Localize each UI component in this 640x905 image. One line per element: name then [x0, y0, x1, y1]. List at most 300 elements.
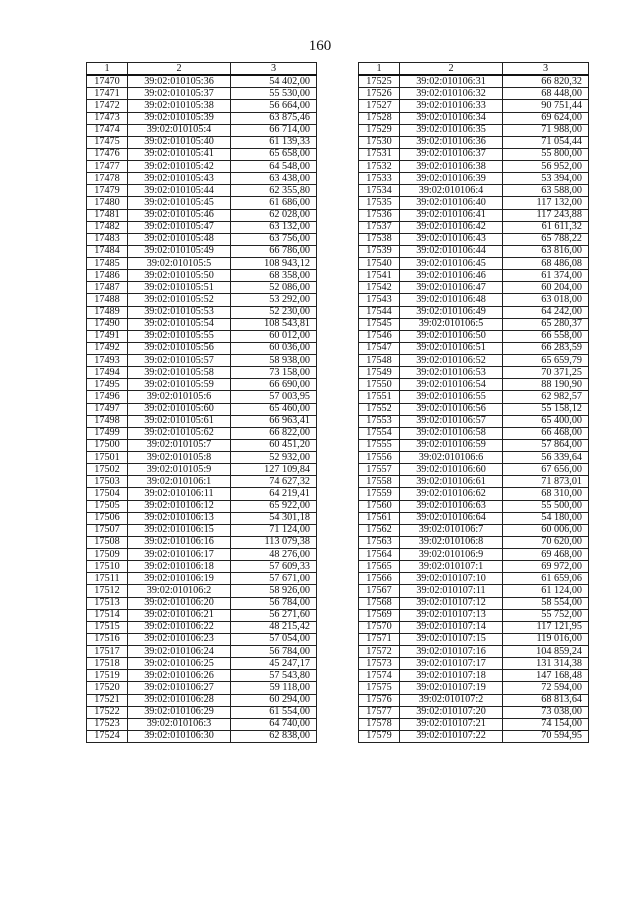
table-row	[87, 342, 317, 354]
table-row	[87, 124, 317, 136]
cell-row-number: 17475	[87, 136, 128, 148]
cell-row-number: 17492	[87, 342, 128, 354]
cell-cadastral-number: 39:02:010105:61	[128, 415, 231, 427]
table-row	[359, 221, 589, 233]
cell-cadastral-number: 39:02:010106:21	[128, 609, 231, 621]
cell-value: 66 963,41	[231, 415, 317, 427]
cell-value: 65 400,00	[503, 415, 589, 427]
cell-value: 56 664,00	[231, 100, 317, 112]
cell-row-number: 17532	[359, 161, 400, 173]
column-header-cadastral: 2	[400, 63, 503, 76]
table-row	[87, 585, 317, 597]
table-row	[87, 75, 317, 88]
cell-row-number: 17491	[87, 330, 128, 342]
cell-row-number: 17514	[87, 609, 128, 621]
cell-row-number: 17536	[359, 209, 400, 221]
cell-row-number: 17570	[359, 621, 400, 633]
cell-value: 119 016,00	[503, 633, 589, 645]
cell-value: 62 982,57	[503, 391, 589, 403]
cell-value: 127 109,84	[231, 464, 317, 476]
table-row	[359, 233, 589, 245]
table-row	[359, 173, 589, 185]
cell-cadastral-number: 39:02:010105:36	[128, 75, 231, 88]
cell-row-number: 17504	[87, 488, 128, 500]
cell-value: 63 588,00	[503, 185, 589, 197]
cell-row-number: 17561	[359, 512, 400, 524]
cell-value: 61 374,00	[503, 270, 589, 282]
cell-value: 74 154,00	[503, 718, 589, 730]
cell-cadastral-number: 39:02:010105:56	[128, 342, 231, 354]
cell-value: 61 686,00	[231, 197, 317, 209]
table-row	[87, 500, 317, 512]
cell-row-number: 17518	[87, 658, 128, 670]
cell-cadastral-number: 39:02:010105:8	[128, 452, 231, 464]
cell-cadastral-number: 39:02:010106:12	[128, 500, 231, 512]
table-row	[87, 100, 317, 112]
cell-value: 108 943,12	[231, 258, 317, 270]
table-row	[87, 415, 317, 427]
table-row	[359, 294, 589, 306]
cell-cadastral-number: 39:02:010105:62	[128, 427, 231, 439]
cell-row-number: 17473	[87, 112, 128, 124]
table-row	[87, 682, 317, 694]
cell-row-number: 17520	[87, 682, 128, 694]
cell-row-number: 17551	[359, 391, 400, 403]
cell-row-number: 17480	[87, 197, 128, 209]
cell-row-number: 17527	[359, 100, 400, 112]
table-row	[359, 658, 589, 670]
cell-row-number: 17495	[87, 379, 128, 391]
table-row	[87, 609, 317, 621]
cell-value: 63 438,00	[231, 173, 317, 185]
table-row	[87, 536, 317, 548]
table-row	[359, 500, 589, 512]
cell-value: 71 988,00	[503, 124, 589, 136]
cell-value: 131 314,38	[503, 658, 589, 670]
cell-value: 71 054,44	[503, 136, 589, 148]
cell-row-number: 17555	[359, 439, 400, 451]
cell-cadastral-number: 39:02:010106:49	[400, 306, 503, 318]
table-row	[359, 524, 589, 536]
cell-row-number: 17547	[359, 342, 400, 354]
cell-cadastral-number: 39:02:010106:15	[128, 524, 231, 536]
cell-row-number: 17516	[87, 633, 128, 645]
table-row	[87, 512, 317, 524]
table-row	[87, 209, 317, 221]
cell-row-number: 17571	[359, 633, 400, 645]
cell-row-number: 17474	[87, 124, 128, 136]
cell-row-number: 17523	[87, 718, 128, 730]
cell-row-number: 17552	[359, 403, 400, 415]
cell-cadastral-number: 39:02:010107:13	[400, 609, 503, 621]
table-row	[87, 718, 317, 730]
cell-row-number: 17530	[359, 136, 400, 148]
cell-value: 66 558,00	[503, 330, 589, 342]
cell-value: 68 448,00	[503, 88, 589, 100]
table-row	[87, 561, 317, 573]
cell-row-number: 17526	[359, 88, 400, 100]
cell-value: 65 788,22	[503, 233, 589, 245]
cell-value: 55 500,00	[503, 500, 589, 512]
cell-cadastral-number: 39:02:010106:53	[400, 367, 503, 379]
cell-row-number: 17549	[359, 367, 400, 379]
table-row	[359, 561, 589, 573]
cell-value: 57 864,00	[503, 439, 589, 451]
cell-row-number: 17534	[359, 185, 400, 197]
table-row	[359, 730, 589, 742]
cell-cadastral-number: 39:02:010106:26	[128, 670, 231, 682]
cell-value: 68 813,64	[503, 694, 589, 706]
table-row	[87, 694, 317, 706]
table-row	[359, 318, 589, 330]
cell-value: 65 658,00	[231, 148, 317, 160]
cell-cadastral-number: 39:02:010106:7	[400, 524, 503, 536]
cell-value: 117 132,00	[503, 197, 589, 209]
cell-cadastral-number: 39:02:010106:16	[128, 536, 231, 548]
column-header-value: 3	[503, 63, 589, 76]
cell-cadastral-number: 39:02:010105:40	[128, 136, 231, 148]
cell-cadastral-number: 39:02:010106:23	[128, 633, 231, 645]
cell-row-number: 17515	[87, 621, 128, 633]
cell-row-number: 17565	[359, 561, 400, 573]
cell-row-number: 17566	[359, 573, 400, 585]
cell-cadastral-number: 39:02:010106:52	[400, 355, 503, 367]
cell-value: 73 038,00	[503, 706, 589, 718]
cell-cadastral-number: 39:02:010105:37	[128, 88, 231, 100]
table-row	[87, 730, 317, 742]
cell-cadastral-number: 39:02:010107:20	[400, 706, 503, 718]
cell-row-number: 17539	[359, 245, 400, 257]
cell-cadastral-number: 39:02:010106:51	[400, 342, 503, 354]
table-row	[87, 294, 317, 306]
cell-value: 61 554,00	[231, 706, 317, 718]
cell-cadastral-number: 39:02:010106:62	[400, 488, 503, 500]
column-header-number: 1	[87, 63, 128, 76]
table-row	[359, 597, 589, 609]
column-header-cadastral: 2	[128, 63, 231, 76]
cell-cadastral-number: 39:02:010105:42	[128, 161, 231, 173]
cell-row-number: 17525	[359, 75, 400, 88]
cell-row-number: 17563	[359, 536, 400, 548]
cell-value: 64 740,00	[231, 718, 317, 730]
cell-value: 66 786,00	[231, 245, 317, 257]
cell-row-number: 17482	[87, 221, 128, 233]
table-row	[87, 452, 317, 464]
cell-value: 74 627,32	[231, 476, 317, 488]
cell-value: 55 158,12	[503, 403, 589, 415]
cell-row-number: 17500	[87, 439, 128, 451]
cell-cadastral-number: 39:02:010105:48	[128, 233, 231, 245]
cell-row-number: 17506	[87, 512, 128, 524]
table-row	[359, 427, 589, 439]
table-row	[87, 112, 317, 124]
cell-value: 57 609,33	[231, 561, 317, 573]
cell-value: 52 086,00	[231, 282, 317, 294]
table-row	[87, 646, 317, 658]
cell-value: 56 784,00	[231, 597, 317, 609]
cell-cadastral-number: 39:02:010106:9	[400, 549, 503, 561]
cell-row-number: 17496	[87, 391, 128, 403]
cell-cadastral-number: 39:02:010105:46	[128, 209, 231, 221]
cell-cadastral-number: 39:02:010106:32	[400, 88, 503, 100]
table-header-row	[87, 63, 317, 76]
cell-cadastral-number: 39:02:010106:37	[400, 148, 503, 160]
table-row	[87, 549, 317, 561]
cell-value: 52 230,00	[231, 306, 317, 318]
table-row	[359, 136, 589, 148]
table-row	[359, 270, 589, 282]
cell-row-number: 17524	[87, 730, 128, 742]
cell-value: 55 752,00	[503, 609, 589, 621]
table-header-row	[359, 63, 589, 76]
table-row	[359, 88, 589, 100]
cell-value: 66 820,32	[503, 75, 589, 88]
cell-value: 57 671,00	[231, 573, 317, 585]
cell-row-number: 17499	[87, 427, 128, 439]
cell-value: 54 301,18	[231, 512, 317, 524]
table-row	[359, 488, 589, 500]
page-number: 160	[308, 38, 332, 54]
cell-value: 65 280,37	[503, 318, 589, 330]
table-row	[359, 124, 589, 136]
cell-cadastral-number: 39:02:010106:22	[128, 621, 231, 633]
cell-row-number: 17557	[359, 464, 400, 476]
cell-value: 61 139,33	[231, 136, 317, 148]
cell-value: 60 294,00	[231, 694, 317, 706]
cell-row-number: 17543	[359, 294, 400, 306]
cell-row-number: 17576	[359, 694, 400, 706]
cell-value: 70 620,00	[503, 536, 589, 548]
cell-value: 45 247,17	[231, 658, 317, 670]
table-row	[359, 197, 589, 209]
cell-cadastral-number: 39:02:010107:22	[400, 730, 503, 742]
cell-row-number: 17572	[359, 646, 400, 658]
cell-row-number: 17537	[359, 221, 400, 233]
table-row	[87, 136, 317, 148]
table-row	[359, 439, 589, 451]
cell-row-number: 17472	[87, 100, 128, 112]
cell-value: 88 190,90	[503, 379, 589, 391]
cell-cadastral-number: 39:02:010106:30	[128, 730, 231, 742]
cell-value: 60 006,00	[503, 524, 589, 536]
cell-row-number: 17476	[87, 148, 128, 160]
cell-value: 63 875,46	[231, 112, 317, 124]
table-row	[87, 330, 317, 342]
cell-value: 70 371,25	[503, 367, 589, 379]
cell-cadastral-number: 39:02:010107:19	[400, 682, 503, 694]
table-row	[87, 488, 317, 500]
cell-cadastral-number: 39:02:010106:59	[400, 439, 503, 451]
cell-value: 64 219,41	[231, 488, 317, 500]
cell-cadastral-number: 39:02:010106:3	[128, 718, 231, 730]
cell-row-number: 17481	[87, 209, 128, 221]
cell-cadastral-number: 39:02:010106:61	[400, 476, 503, 488]
table-row	[87, 270, 317, 282]
cell-cadastral-number: 39:02:010107:10	[400, 573, 503, 585]
cell-row-number: 17545	[359, 318, 400, 330]
table-row	[87, 658, 317, 670]
cell-row-number: 17540	[359, 258, 400, 270]
cell-row-number: 17531	[359, 148, 400, 160]
cell-row-number: 17517	[87, 646, 128, 658]
cell-value: 147 168,48	[503, 670, 589, 682]
cell-row-number: 17562	[359, 524, 400, 536]
table-row	[359, 75, 589, 88]
cell-value: 62 028,00	[231, 209, 317, 221]
cell-row-number: 17568	[359, 597, 400, 609]
table-row	[87, 427, 317, 439]
cell-cadastral-number: 39:02:010107:15	[400, 633, 503, 645]
cell-row-number: 17477	[87, 161, 128, 173]
cell-value: 54 402,00	[231, 75, 317, 88]
cell-row-number: 17509	[87, 549, 128, 561]
cell-cadastral-number: 39:02:010107:21	[400, 718, 503, 730]
table-row	[359, 621, 589, 633]
cell-cadastral-number: 39:02:010107:11	[400, 585, 503, 597]
cell-row-number: 17519	[87, 670, 128, 682]
cell-row-number: 17533	[359, 173, 400, 185]
table-row	[359, 258, 589, 270]
cell-row-number: 17507	[87, 524, 128, 536]
table-row	[359, 706, 589, 718]
cell-cadastral-number: 39:02:010105:53	[128, 306, 231, 318]
table-row	[359, 185, 589, 197]
cell-cadastral-number: 39:02:010105:55	[128, 330, 231, 342]
cell-row-number: 17490	[87, 318, 128, 330]
cell-value: 58 554,00	[503, 597, 589, 609]
cell-row-number: 17575	[359, 682, 400, 694]
cell-value: 66 468,00	[503, 427, 589, 439]
cell-cadastral-number: 39:02:010105:44	[128, 185, 231, 197]
cell-value: 64 548,00	[231, 161, 317, 173]
cell-row-number: 17548	[359, 355, 400, 367]
cell-cadastral-number: 39:02:010106:20	[128, 597, 231, 609]
cell-value: 56 952,00	[503, 161, 589, 173]
cell-value: 66 283,59	[503, 342, 589, 354]
cell-value: 71 873,01	[503, 476, 589, 488]
cell-row-number: 17542	[359, 282, 400, 294]
cell-value: 60 204,00	[503, 282, 589, 294]
cell-cadastral-number: 39:02:010106:63	[400, 500, 503, 512]
cell-cadastral-number: 39:02:010105:41	[128, 148, 231, 160]
cell-value: 60 036,00	[231, 342, 317, 354]
cell-cadastral-number: 39:02:010105:54	[128, 318, 231, 330]
cell-row-number: 17578	[359, 718, 400, 730]
cell-value: 57 543,80	[231, 670, 317, 682]
table-row	[359, 694, 589, 706]
table-row	[359, 379, 589, 391]
cell-cadastral-number: 39:02:010107:18	[400, 670, 503, 682]
cell-cadastral-number: 39:02:010106:28	[128, 694, 231, 706]
cell-row-number: 17544	[359, 306, 400, 318]
cell-cadastral-number: 39:02:010106:5	[400, 318, 503, 330]
cell-value: 57 003,95	[231, 391, 317, 403]
cell-row-number: 17553	[359, 415, 400, 427]
table-row	[359, 367, 589, 379]
cell-cadastral-number: 39:02:010106:25	[128, 658, 231, 670]
table-row	[359, 573, 589, 585]
table-row	[87, 597, 317, 609]
cell-value: 72 594,00	[503, 682, 589, 694]
cell-cadastral-number: 39:02:010105:43	[128, 173, 231, 185]
cell-cadastral-number: 39:02:010105:38	[128, 100, 231, 112]
cell-row-number: 17556	[359, 452, 400, 464]
cell-value: 71 124,00	[231, 524, 317, 536]
cell-cadastral-number: 39:02:010105:5	[128, 258, 231, 270]
cell-row-number: 17471	[87, 88, 128, 100]
cell-cadastral-number: 39:02:010106:44	[400, 245, 503, 257]
cell-row-number: 17569	[359, 609, 400, 621]
table-row	[87, 355, 317, 367]
cell-value: 58 938,00	[231, 355, 317, 367]
cell-cadastral-number: 39:02:010105:49	[128, 245, 231, 257]
table-row	[359, 330, 589, 342]
cell-value: 65 460,00	[231, 403, 317, 415]
cell-cadastral-number: 39:02:010105:52	[128, 294, 231, 306]
cell-cadastral-number: 39:02:010106:8	[400, 536, 503, 548]
table-row	[359, 512, 589, 524]
cell-value: 68 358,00	[231, 270, 317, 282]
cell-cadastral-number: 39:02:010106:41	[400, 209, 503, 221]
cell-row-number: 17487	[87, 282, 128, 294]
cell-row-number: 17478	[87, 173, 128, 185]
cell-value: 59 118,00	[231, 682, 317, 694]
cell-row-number: 17573	[359, 658, 400, 670]
cell-cadastral-number: 39:02:010105:4	[128, 124, 231, 136]
cell-value: 48 215,42	[231, 621, 317, 633]
cell-value: 55 530,00	[231, 88, 317, 100]
cell-cadastral-number: 39:02:010106:38	[400, 161, 503, 173]
cell-row-number: 17529	[359, 124, 400, 136]
cell-row-number: 17501	[87, 452, 128, 464]
cell-cadastral-number: 39:02:010106:33	[400, 100, 503, 112]
cell-row-number: 17550	[359, 379, 400, 391]
cell-cadastral-number: 39:02:010106:36	[400, 136, 503, 148]
cell-row-number: 17484	[87, 245, 128, 257]
cell-cadastral-number: 39:02:010106:64	[400, 512, 503, 524]
cell-value: 69 468,00	[503, 549, 589, 561]
cell-cadastral-number: 39:02:010107:12	[400, 597, 503, 609]
table-row	[359, 415, 589, 427]
cell-row-number: 17489	[87, 306, 128, 318]
cell-cadastral-number: 39:02:010106:27	[128, 682, 231, 694]
cell-cadastral-number: 39:02:010106:13	[128, 512, 231, 524]
cell-cadastral-number: 39:02:010105:57	[128, 355, 231, 367]
cell-row-number: 17470	[87, 75, 128, 88]
cell-value: 53 292,00	[231, 294, 317, 306]
cell-row-number: 17574	[359, 670, 400, 682]
table-row	[87, 464, 317, 476]
cell-row-number: 17485	[87, 258, 128, 270]
cell-row-number: 17541	[359, 270, 400, 282]
table-row	[359, 112, 589, 124]
right-register-table	[358, 62, 589, 743]
cell-value: 58 926,00	[231, 585, 317, 597]
cell-value: 60 451,20	[231, 439, 317, 451]
cell-row-number: 17567	[359, 585, 400, 597]
cell-cadastral-number: 39:02:010106:54	[400, 379, 503, 391]
cell-row-number: 17502	[87, 464, 128, 476]
left-register-table	[86, 62, 317, 743]
cell-cadastral-number: 39:02:010107:17	[400, 658, 503, 670]
cell-value: 52 932,00	[231, 452, 317, 464]
table-row	[359, 452, 589, 464]
cell-cadastral-number: 39:02:010106:35	[400, 124, 503, 136]
cell-cadastral-number: 39:02:010106:19	[128, 573, 231, 585]
cell-cadastral-number: 39:02:010106:47	[400, 282, 503, 294]
table-row	[87, 173, 317, 185]
cell-cadastral-number: 39:02:010106:24	[128, 646, 231, 658]
